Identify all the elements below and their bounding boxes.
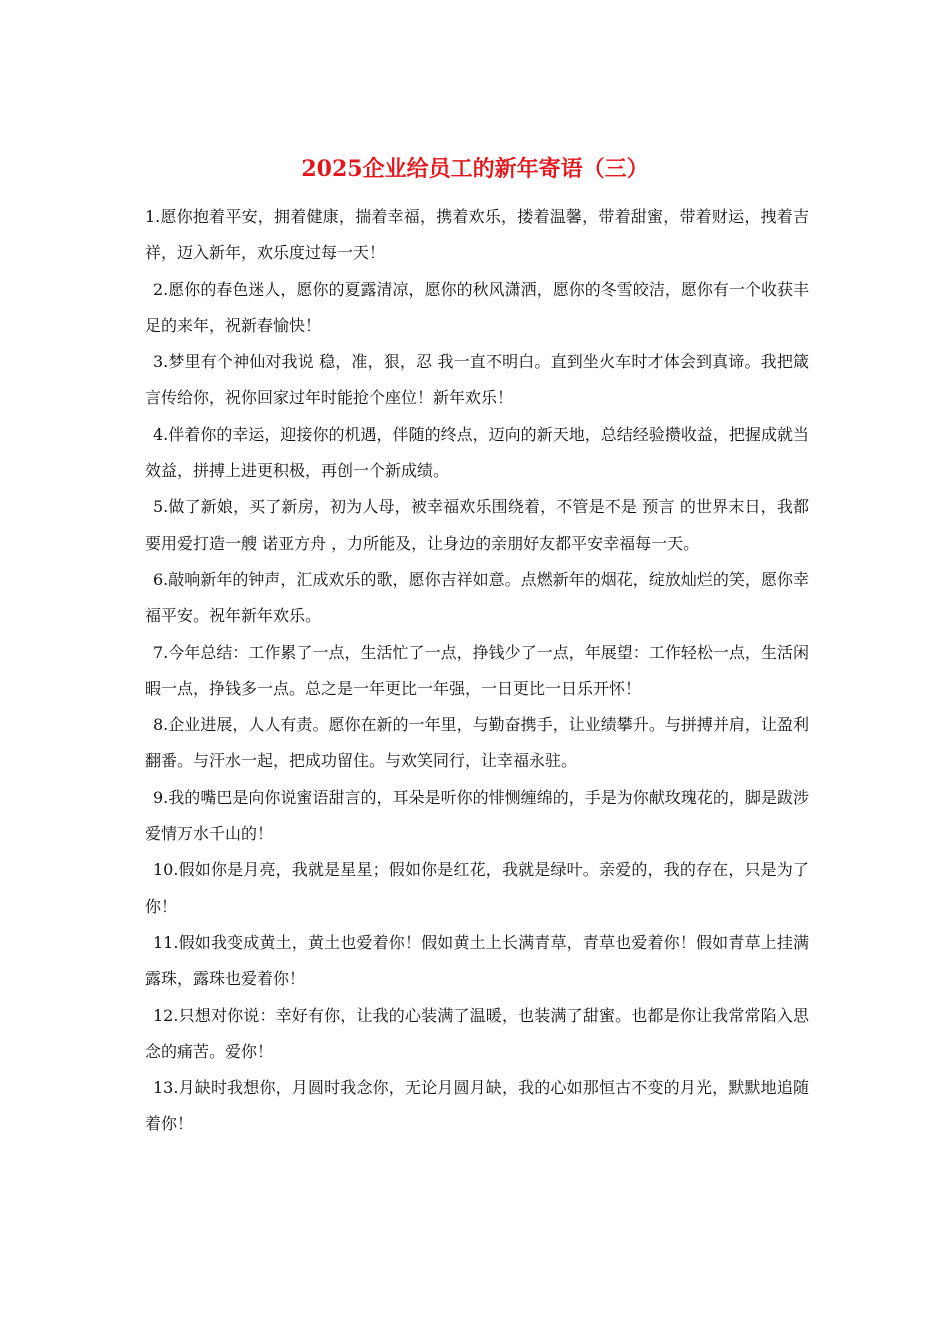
paragraph-9: 9.我的嘴巴是向你说蜜语甜言的，耳朵是听你的悱恻缠绵的，手是为你献玫瑰花的，脚是跋涉爱情万水千山的！ (145, 787, 809, 844)
paragraph-6: 6.敲响新年的钟声，汇成欢乐的歌，愿你吉祥如意。点燃新年的烟花，绽放灿烂的笑，愿你幸福平安。祝年新年欢乐。 (145, 569, 809, 626)
paragraph-11: 11.假如我变成黄土，黄土也爱着你！假如黄土上长满青草，青草也爱着你！假如青草上挂满露珠，露珠也爱着你！ (145, 932, 809, 989)
paragraph-3: 3.梦里有个神仙对我说 稳，准，狠，忍 我一直不明白。直到坐火车时才体会到真谛。我把箴言传给你，祝你回家过年时能抢个座位！新年欢乐！ (145, 352, 809, 408)
paragraph-1: 1.愿你抱着平安，拥着健康，揣着幸福，携着欢乐，搂着温馨，带着甜蜜，带着财运，拽着吉祥，迈入新年，欢乐度过每一天！ (145, 207, 809, 263)
paragraph-2: 2.愿你的春色迷人，愿你的夏露清凉，愿你的秋风潇洒，愿你的冬雪皎洁，愿你有一个收获丰足的来年，祝新春愉快！ (145, 279, 809, 335)
paragraph-4: 4.伴着你的幸运，迎接你的机遇，伴随的终点，迈向的新天地，总结经验攒收益，把握成就当效益，拼搏上进更积极，再创一个新成绩。 (145, 424, 809, 481)
paragraph-5: 5.做了新娘，买了新房，初为人母，被幸福欢乐围绕着，不管是不是 预言 的世界末日，我都要用爱打造一艘 诺亚方舟 ，力所能及，让身边的亲朋好友都平安幸福每一天。 (145, 497, 809, 553)
paragraph-13: 13.月缺时我想你，月圆时我念你，无论月圆月缺，我的心如那恒古不变的月光，默默地追随着你！ (145, 1078, 809, 1134)
document-title: 2025企业给员工的新年寄语（三） (301, 156, 649, 182)
paragraph-12: 12.只想对你说：幸好有你，让我的心装满了温暖，也装满了甜蜜。也都是你让我常常陷入思念的痛苦。爱你！ (145, 1005, 809, 1061)
paragraph-7: 7.今年总结：工作累了一点，生活忙了一点，挣钱少了一点，年展望：工作轻松一点，生活闲暇一点，挣钱多一点。总之是一年更比一年强，一日更比一日乐开怀！ (145, 642, 809, 698)
paragraph-10: 10.假如你是月亮，我就是星星；假如你是红花，我就是绿叶。亲爱的，我的存在，只是为了你！ (145, 860, 809, 916)
paragraph-8: 8.企业进展，人人有责。愿你在新的一年里，与勤奋携手，让业绩攀升。与拼搏并肩，让盈利翻番。与汗水一起，把成功留住。与欢笑同行，让幸福永驻。 (145, 715, 809, 771)
document-body (145, 199, 809, 1143)
